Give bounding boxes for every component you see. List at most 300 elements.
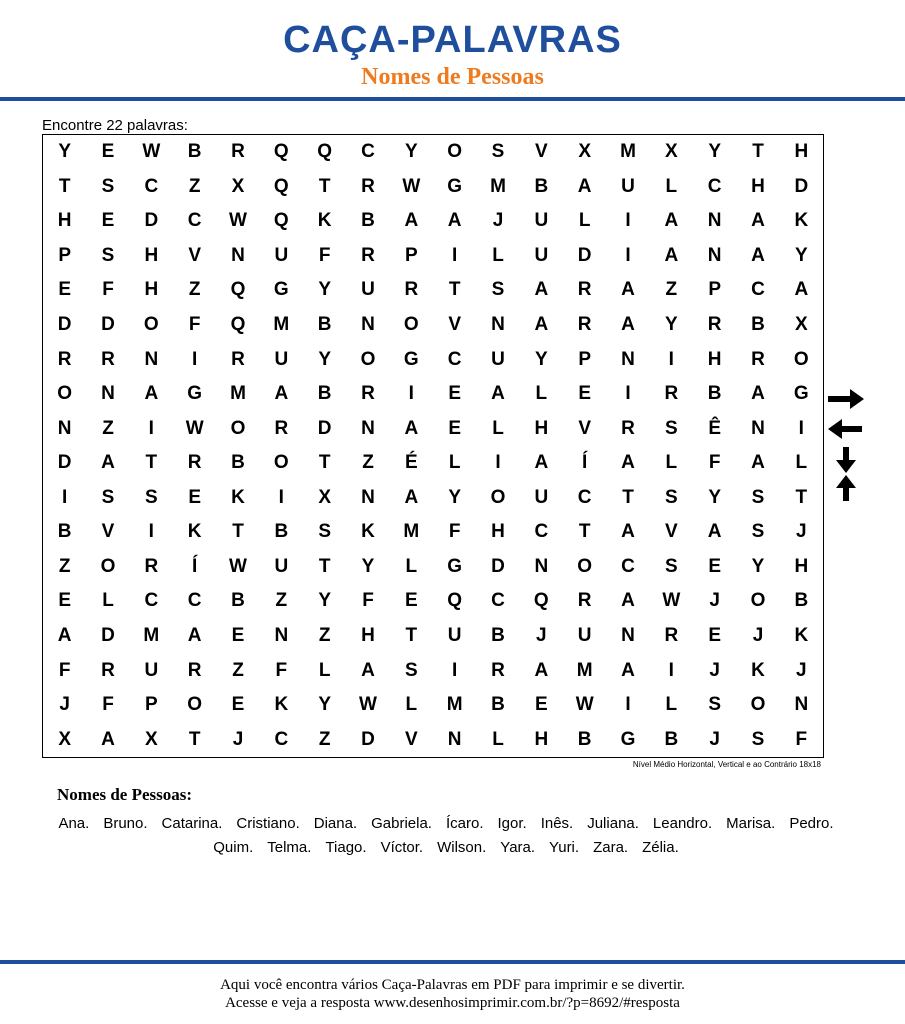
grid-cell: N [707,244,722,266]
grid-cell: I [148,417,154,439]
grid-cell: U [534,210,549,232]
grid-cell: C [187,590,202,612]
grid-cell: J [796,659,807,681]
footer [0,976,905,1012]
grid-cell: A [404,210,419,232]
grid-cell: R [274,417,289,439]
grid-cell: R [404,279,419,301]
grid-cell: T [145,452,158,474]
grid-cell: E [188,486,201,508]
grid-cell: A [664,210,679,232]
word-item: Igor. [497,815,527,832]
grid-cell: Í [582,452,588,474]
grid-cell: N [144,348,159,370]
grid-cell: Q [230,279,246,301]
grid-cell: S [491,279,505,301]
grid-cell: L [665,175,678,197]
top-divider [0,97,905,101]
grid-cell: B [57,521,72,543]
grid-cell: E [708,555,721,577]
grid-cell: R [621,417,635,439]
grid-cell: M [143,625,160,647]
grid-cell: A [534,314,549,336]
grid-cell: B [231,590,245,612]
grid-cell: U [577,625,592,647]
grid-cell: U [621,175,635,197]
grid-cell: Z [318,728,331,750]
grid-cell: C [187,210,202,232]
grid-cell: E [58,279,71,301]
grid-cell: Í [192,555,198,577]
grid-cell: J [492,210,504,232]
word-list [40,812,852,860]
grid-cell: Y [318,279,331,301]
grid-cell: R [664,383,679,405]
grid-cell: W [402,175,421,197]
word-item: Juliana. [587,815,639,832]
grid-cell: C [274,728,289,750]
grid-cell: J [709,590,720,612]
grid-cell: B [751,314,765,336]
grid-cell: R [707,314,722,336]
word-item: Yara. [500,839,536,856]
grid-cell: O [100,555,116,577]
grid-cell: L [318,659,331,681]
grid-cell: F [362,590,374,612]
grid-cell: Y [794,244,808,266]
grid-cell: B [577,728,592,750]
grid-cell: J [536,625,547,647]
grid-cell: I [408,383,414,405]
word-item: Diana. [313,815,358,832]
grid-cell: E [448,417,461,439]
grid-cell: X [664,141,678,163]
word-list-title: Nomes de Pessoas: [57,785,193,804]
grid-cell: R [231,348,245,370]
grid-cell: J [709,659,720,681]
page-subtitle: Nomes de Pessoas [361,64,544,90]
grid-cell: I [452,659,458,681]
grid-cell: D [491,555,505,577]
grid-cell: C [621,555,635,577]
grid-cell: W [142,141,161,163]
grid-cell: N [231,244,245,266]
grid-cell: L [102,590,114,612]
grid-cell: Y [751,555,765,577]
page-title: CAÇA-PALAVRAS [283,19,622,61]
grid-cell: Y [361,555,375,577]
word-item: Catarina. [161,815,223,832]
grid-cell: G [187,383,203,405]
grid-cell: N [361,417,375,439]
grid-cell: O [577,555,593,577]
word-search-grid [42,134,824,758]
grid-cell: V [534,141,548,163]
word-item: Ana. [58,815,90,832]
grid-cell: B [231,452,245,474]
grid-cell: B [664,728,679,750]
grid-cell: R [664,625,679,647]
grid-cell: G [447,175,463,197]
word-item: Marisa. [726,815,776,832]
word-item: Leandro. [652,815,713,832]
grid-cell: S [101,175,115,197]
grid-cell: R [361,244,375,266]
grid-cell: B [534,175,549,197]
grid-cell: E [708,625,721,647]
arrow-right-icon [826,388,866,410]
grid-cell: Y [318,590,331,612]
grid-cell: Y [404,141,418,163]
grid-cell: I [495,452,501,474]
grid-cell: A [404,486,419,508]
grid-cell: O [490,486,506,508]
grid-cell: E [231,694,245,716]
grid-cell: N [361,314,375,336]
grid-cell: H [707,348,722,370]
grid-cell: K [361,521,375,543]
grid-cell: N [794,694,809,716]
grid-cell: A [274,383,289,405]
footer-line-2: Acesse e veja a resposta www.desenhosimprimir.com.br/?p=8692/#resposta [225,995,680,1011]
grid-cell: A [57,625,72,647]
grid-cell: U [491,348,505,370]
grid-cell: D [57,314,72,336]
grid-cell: R [577,590,592,612]
grid-cell: Y [534,348,548,370]
arrow-down-icon [826,446,866,474]
grid-cell: Q [273,141,289,163]
grid-cell: L [665,452,678,474]
grid-cell: C [491,590,505,612]
grid-cell: R [751,348,765,370]
grid-cell: L [578,210,591,232]
grid-cell: R [231,141,245,163]
grid-cell: A [101,452,115,474]
grid-cell: W [229,210,247,232]
grid-cell: F [102,279,114,301]
grid-cell: N [621,625,635,647]
grid-cell: O [187,694,203,716]
grid-cell: I [625,244,631,266]
grid-cell: Y [318,694,331,716]
grid-cell: I [278,486,284,508]
grid-cell: D [101,314,115,336]
grid-cell: G [620,728,636,750]
word-item: Inês. [540,815,574,832]
grid-cell: Y [318,348,331,370]
grid-cell: W [575,694,594,716]
grid-cell: L [665,694,678,716]
grid-cell: Q [230,314,246,336]
grid-cell: S [708,694,721,716]
grid-cell: O [750,694,766,716]
grid-cell: R [101,659,115,681]
grid-cell: A [621,452,635,474]
grid-cell: L [492,728,504,750]
word-item: Pedro. [789,815,834,832]
grid-cell: M [446,694,463,716]
grid-cell: Z [188,175,201,197]
grid-cell: Q [273,175,289,197]
grid-cell: U [274,348,289,370]
grid-cell: S [318,521,331,543]
level-note: Nível Médio Horizontal, Vertical e ao Contrário 18x18 [632,760,821,769]
grid-cell: R [101,348,115,370]
grid-cell: I [148,521,154,543]
grid-cell: J [59,694,70,716]
grid-cell: W [185,417,204,439]
grid-cell: N [447,728,462,750]
grid-cell: R [187,452,202,474]
grid-cell: O [230,417,246,439]
grid-cell: R [361,383,375,405]
grid-cell: Q [317,141,333,163]
grid-cell: K [794,625,809,647]
grid-cell: S [751,728,765,750]
grid-cell: S [751,486,765,508]
grid-cell: K [231,486,245,508]
grid-cell: X [578,141,591,163]
grid-cell: J [709,728,720,750]
grid-cell: O [403,314,419,336]
grid-cell: Z [188,279,201,301]
grid-cell: T [232,521,244,543]
grid-cell: T [448,279,461,301]
instruction-text: Encontre 22 palavras: [42,117,188,134]
grid-cell: U [274,244,289,266]
grid-cell: I [668,348,674,370]
grid-cell: E [578,383,591,405]
grid-cell: N [621,348,635,370]
grid-cell: A [577,175,592,197]
grid-cell: A [751,383,765,405]
grid-cell: A [707,521,722,543]
grid-cell: I [62,486,68,508]
grid-cell: W [229,555,247,577]
grid-cell: T [188,728,201,750]
grid-cell: B [317,314,332,336]
word-item: Telma. [267,839,312,856]
grid-cell: O [750,590,766,612]
grid-cell: T [795,486,808,508]
grid-cell: H [751,175,765,197]
grid-cell: U [534,486,549,508]
grid-cell: K [274,694,289,716]
grid-cell: K [187,521,202,543]
grid-cell: C [534,521,549,543]
grid-cell: B [491,625,505,647]
grid-cell: F [102,694,114,716]
grid-cell: K [317,210,332,232]
word-item: Yuri. [549,839,580,856]
grid-cell: Z [318,625,331,647]
grid-cell: L [492,417,504,439]
grid-cell: V [101,521,115,543]
grid-cell: X [318,486,331,508]
grid-cell: A [621,659,635,681]
grid-cell: N [274,625,289,647]
grid-cell: E [101,141,115,163]
grid-cell: U [274,555,289,577]
grid-cell: A [187,625,202,647]
grid-cell: L [492,244,504,266]
grid-cell: O [143,314,159,336]
grid-cell: A [751,210,765,232]
direction-legend [826,388,866,503]
grid-cell: D [794,175,809,197]
grid-cell: O [793,348,809,370]
grid-cell: P [58,244,71,266]
grid-cell: K [794,210,809,232]
grid-cell: F [708,452,721,474]
grid-cell: S [664,555,678,577]
grid-cell: M [576,659,593,681]
grid-cell: Z [362,452,374,474]
grid-cell: P [578,348,591,370]
grid-cell: A [621,590,635,612]
grid-cell: Y [448,486,461,508]
grid-cell: H [794,141,809,163]
grid-cell: B [274,521,289,543]
grid-cell: I [625,694,631,716]
grid-cell: A [664,244,679,266]
grid-cell: T [318,175,331,197]
grid-cell: R [57,348,72,370]
grid-cell: Q [447,590,463,612]
grid-cell: S [101,244,115,266]
grid-cell: N [361,486,375,508]
grid-cell: S [144,486,158,508]
grid-cell: M [620,141,636,163]
grid-cell: B [794,590,809,612]
grid-cell: R [491,659,505,681]
grid-cell: H [57,210,72,232]
grid-cell: V [578,417,591,439]
grid-cell: O [447,141,463,163]
grid-cell: E [58,590,71,612]
grid-cell: I [452,244,458,266]
grid-cell: T [405,625,418,647]
grid-cell: I [625,210,631,232]
grid-cell: A [794,279,809,301]
grid-cell: E [404,590,418,612]
grid-cell: X [58,728,71,750]
grid-cell: B [187,141,202,163]
grid-cell: A [621,521,635,543]
grid-cell: C [751,279,765,301]
grid-cell: S [491,141,505,163]
grid-cell: J [752,625,764,647]
grid-cell: V [188,244,201,266]
grid-cell: G [447,555,463,577]
grid-cell: R [577,314,592,336]
grid-cell: N [57,417,72,439]
grid-cell: F [318,244,331,266]
grid-cell: Y [708,141,721,163]
grid-cell: F [58,659,71,681]
grid-cell: F [188,314,201,336]
grid-cell: A [144,383,159,405]
grid-cell: X [231,175,245,197]
grid-cell: V [448,314,461,336]
word-item: Zélia. [642,839,679,856]
grid-cell: Y [664,314,678,336]
grid-cell: V [404,728,418,750]
grid-cell: T [578,521,591,543]
grid-cell: T [752,141,764,163]
grid-cell: X [794,314,808,336]
grid-cell: A [101,728,115,750]
grid-cell: P [144,694,158,716]
footer-line-1: Aqui você encontra vários Caça-Palavras em PDF para imprimir e se divertir. [220,977,685,993]
grid-cell: M [230,383,246,405]
grid-cell: X [144,728,158,750]
grid-cell: U [447,625,462,647]
grid-cell: I [798,417,804,439]
word-item: Wilson. [437,839,487,856]
grid-cell: Y [58,141,71,163]
word-item: Ícaro. [445,815,484,832]
grid-cell: É [404,452,418,474]
grid-cell: H [144,279,159,301]
grid-cell: I [668,659,674,681]
grid-cell: C [361,141,375,163]
grid-cell: R [577,279,592,301]
grid-cell: F [795,728,808,750]
grid-cell: J [796,521,807,543]
grid-cell: H [144,244,159,266]
grid-cell: E [534,694,548,716]
grid-cell: F [275,659,288,681]
grid-cell: R [187,659,202,681]
grid-cell: G [403,348,419,370]
grid-cell: H [794,555,809,577]
grid-cell: P [404,244,418,266]
grid-cell: D [361,728,375,750]
grid-cell: P [708,279,721,301]
grid-cell: A [751,244,765,266]
arrow-left-icon [826,418,866,440]
word-item: Víctor. [380,839,424,856]
grid-cell: Z [665,279,678,301]
grid-cell: N [534,555,549,577]
grid-cell: D [57,452,72,474]
grid-cell: N [751,417,765,439]
grid-cell: D [577,244,592,266]
grid-cell: U [361,279,375,301]
grid-cell: O [360,348,376,370]
grid-cell: B [361,210,375,232]
grid-cell: O [57,383,73,405]
grid-cell: M [403,521,420,543]
grid-cell: G [273,279,289,301]
grid-cell: V [664,521,678,543]
bottom-divider [0,960,905,964]
word-item: Tiago. [325,839,367,856]
grid-cell: B [707,383,722,405]
grid-cell: M [273,314,290,336]
grid-cell: C [144,175,159,197]
grid-cell: O [273,452,289,474]
grid-cell: M [490,175,506,197]
grid-cell: H [534,417,549,439]
grid-cell: B [317,383,332,405]
grid-cell: E [231,625,245,647]
grid-cell: C [577,486,592,508]
grid-cell: A [534,452,549,474]
grid-cell: Z [102,417,114,439]
